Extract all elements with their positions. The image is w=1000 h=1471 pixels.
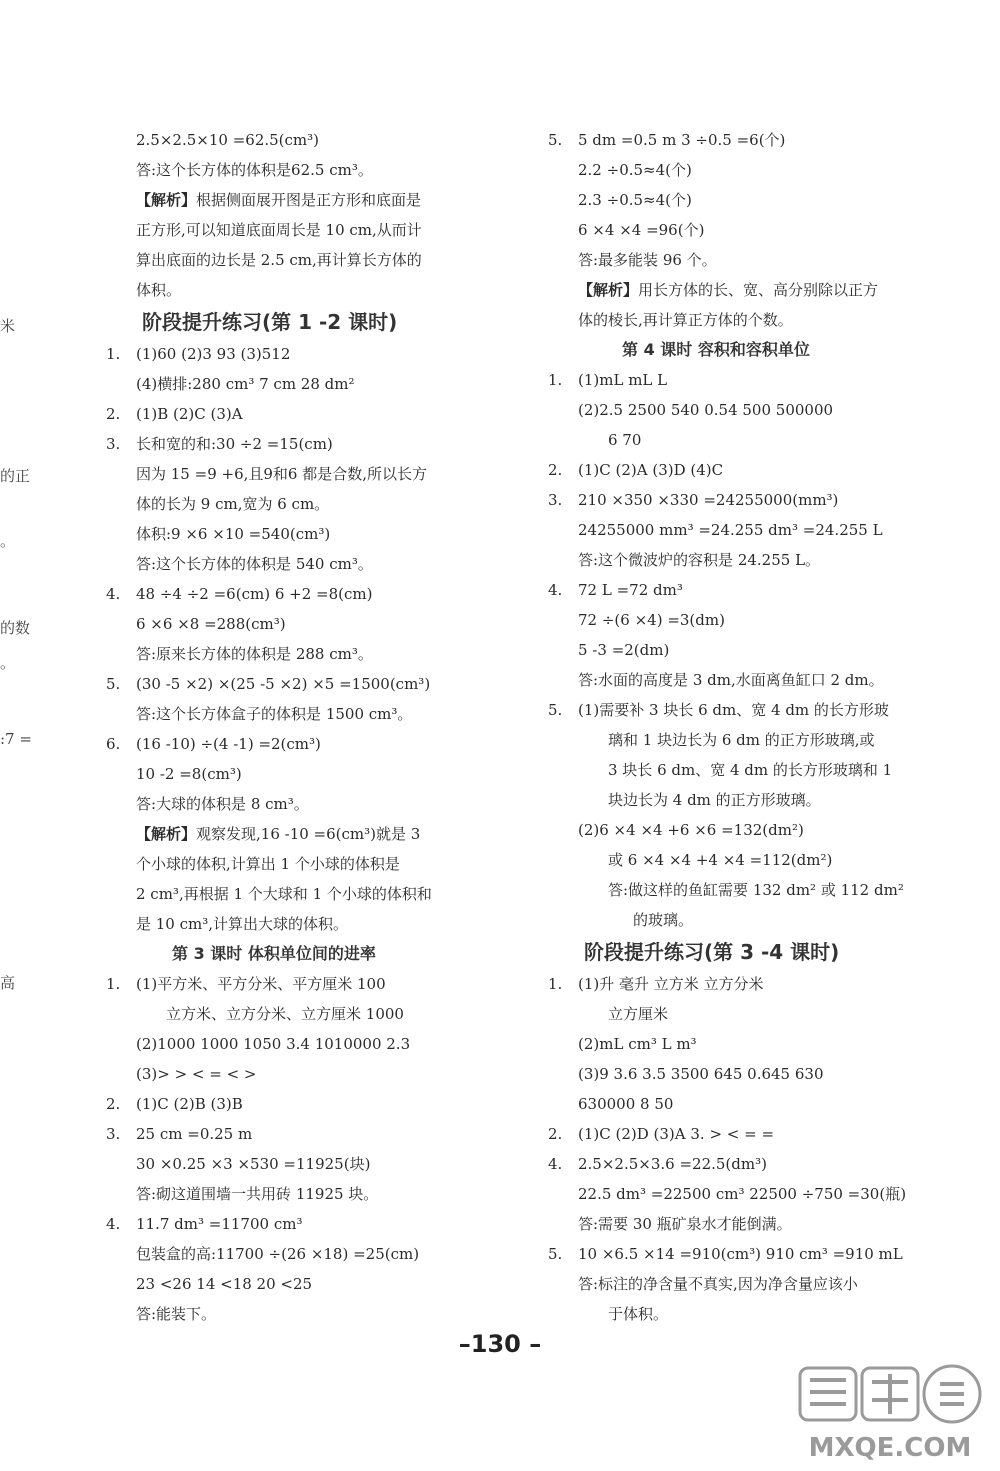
text-line: (2)6 ×4 ×4 +6 ×6 =132(dm²) <box>578 821 804 839</box>
text-line: 答:这个长方体盒子的体积是 1500 cm³。 <box>136 705 413 723</box>
text-line: 或 6 ×4 ×4 +4 ×4 =112(dm²) <box>608 851 833 869</box>
analysis-line: 【解析】用长方体的长、宽、高分别除以正方 <box>578 281 879 299</box>
analysis-line: 【解析】观察发现,16 -10 =6(cm³)就是 3 <box>136 825 421 843</box>
analysis-line: 【解析】根据侧面展开图是正方形和底面是 <box>136 191 422 209</box>
text-line: 2.3 ÷0.5≈4(个) <box>578 191 692 209</box>
edge-fragment: 的数 <box>0 619 31 637</box>
question-5: 5. 10 ×6.5 ×14 =910(cm³) 910 cm³ =910 mL <box>548 1245 903 1263</box>
question-4: 4. 72 L =72 dm³ <box>548 581 683 599</box>
text-line: 立方米、立方分米、立方厘米 1000 <box>166 1005 404 1023</box>
text-line: 立方厘米 <box>608 1005 669 1023</box>
text-line: (3)9 3.6 3.5 3500 645 0.645 630 <box>578 1065 824 1083</box>
left-column <box>106 125 491 1329</box>
text-line: 块边长为 4 dm 的正方形玻璃。 <box>608 791 821 809</box>
text-line: 答:标注的净含量不真实,因为净含量应该小 <box>578 1275 858 1293</box>
question-3: 3. 210 ×350 ×330 =24255000(mm³) <box>548 491 839 509</box>
text-line: 答:这个长方体的体积是 540 cm³。 <box>136 555 373 573</box>
edge-fragment: 。 <box>0 532 16 550</box>
text-line: 6 70 <box>608 431 642 449</box>
edge-fragment: 。 <box>0 654 16 672</box>
analysis-tag: 【解析】 <box>578 281 639 299</box>
text-line: 24255000 mm³ =24.255 dm³ =24.255 L <box>578 521 883 539</box>
question-1: 1. (1)升 毫升 立方米 立方分米 <box>548 975 764 993</box>
watermark-url: MXQE.COM <box>808 1433 972 1463</box>
text-line: 6 ×4 ×4 =96(个) <box>578 221 705 239</box>
text-line: 正方形,可以知道底面周长是 10 cm,从而计 <box>136 221 422 239</box>
text-line: 630000 8 50 <box>578 1095 674 1113</box>
question-3: 3. 25 cm =0.25 m <box>106 1125 253 1143</box>
text-line: 22.5 dm³ =22500 cm³ 22500 ÷750 =30(瓶) <box>578 1185 907 1203</box>
text-line: 2.5×2.5×10 =62.5(cm³) <box>136 131 320 149</box>
question-6: 6. (16 -10) ÷(4 -1) =2(cm³) <box>106 735 321 753</box>
text-line: (2)mL cm³ L m³ <box>578 1035 697 1053</box>
question-2: 2. (1)C (2)B (3)B <box>106 1095 243 1113</box>
page-number: –130 – <box>458 1330 542 1358</box>
question-5: 5. 5 dm =0.5 m 3 ÷0.5 =6(个) <box>548 131 786 149</box>
analysis-tag: 【解析】 <box>136 191 197 209</box>
section-heading: 第 3 课时 体积单位间的进率 <box>172 944 376 963</box>
edge-fragment: 的正 <box>0 467 31 485</box>
text-line: 答:需要 30 瓶矿泉水才能倒满。 <box>578 1215 792 1233</box>
text-line: 6 ×6 ×8 =288(cm³) <box>136 615 286 633</box>
text-line: (2)1000 1000 1050 3.4 1010000 2.3 <box>136 1035 411 1053</box>
text-line: 2 cm³,再根据 1 个大球和 1 个小球的体积和 <box>136 885 432 903</box>
text-line: 10 -2 =8(cm³) <box>136 765 242 783</box>
text-line: 2.2 ÷0.5≈4(个) <box>578 161 692 179</box>
question-5: 5. (1)需要补 3 块长 6 dm、宽 4 dm 的长方形玻 <box>548 701 889 719</box>
edge-fragment: :7 = <box>0 730 32 748</box>
text-line: (4)横排:280 cm³ 7 cm 28 dm² <box>136 375 355 393</box>
text-line: 璃和 1 块边长为 6 dm 的正方形玻璃,或 <box>608 731 875 749</box>
text-line: 答:能装下。 <box>136 1305 217 1323</box>
text-line: 体积:9 ×6 ×10 =540(cm³) <box>136 525 331 543</box>
text-line: 因为 15 =9 +6,且9和6 都是合数,所以长方 <box>136 465 428 483</box>
question-4: 4. 11.7 dm³ =11700 cm³ <box>106 1215 303 1233</box>
text-line: 算出底面的边长是 2.5 cm,再计算长方体的 <box>136 251 422 269</box>
question-1: 1. (1)60 (2)3 93 (3)512 <box>106 345 291 363</box>
text-line: 72 ÷(6 ×4) =3(dm) <box>578 611 725 629</box>
text-line: 30 ×0.25 ×3 ×530 =11925(块) <box>136 1155 371 1173</box>
question-3: 3. 长和宽的和:30 ÷2 =15(cm) <box>106 435 333 453</box>
right-column <box>548 125 933 1329</box>
text-line: 答:原来长方体的体积是 288 cm³。 <box>136 645 373 663</box>
text-line: 的玻璃。 <box>633 911 694 929</box>
text-line: 个小球的体积,计算出 1 个小球的体积是 <box>136 855 400 873</box>
text-line: 答:水面的高度是 3 dm,水面离鱼缸口 2 dm。 <box>578 671 884 689</box>
question-1: 1. (1)mL mL L <box>548 371 668 389</box>
section-heading: 阶段提升练习(第 3 -4 课时) <box>584 940 840 964</box>
text-line: 答:最多能装 96 个。 <box>578 251 717 269</box>
question-2: 2. (1)B (2)C (3)A <box>106 405 243 423</box>
question-4: 4. 2.5×2.5×3.6 =22.5(dm³) <box>548 1155 767 1173</box>
question-2: 2. (1)C (2)A (3)D (4)C <box>548 461 724 479</box>
text-line: 于体积。 <box>608 1305 669 1323</box>
text-line: 23 <26 14 <18 20 <25 <box>136 1275 313 1293</box>
analysis-tag: 【解析】 <box>136 825 197 843</box>
text-line: 体积。 <box>136 281 182 299</box>
text-line: (2)2.5 2500 540 0.54 500 500000 <box>578 401 834 419</box>
text-line: 3 块长 6 dm、宽 4 dm 的长方形玻璃和 1 <box>608 761 893 779</box>
question-1: 1. (1)平方米、平方分米、平方厘米 100 <box>106 975 386 993</box>
question-2: 2. (1)C (2)D (3)A 3. > < = = <box>548 1125 775 1143</box>
text-line: 答:做这样的鱼缸需要 132 dm² 或 112 dm² <box>608 881 904 899</box>
text-line: 包装盒的高:11700 ÷(26 ×18) =25(cm) <box>136 1245 420 1263</box>
text-line: 体的棱长,再计算正方体的个数。 <box>578 311 793 329</box>
text-line: 答:这个长方体的体积是62.5 cm³。 <box>136 161 373 179</box>
question-5: 5. (30 -5 ×2) ×(25 -5 ×2) ×5 =1500(cm³) <box>106 675 431 693</box>
text-line: 是 10 cm³,计算出大球的体积。 <box>136 915 349 933</box>
question-4: 4. 48 ÷4 ÷2 =6(cm) 6 +2 =8(cm) <box>106 585 373 603</box>
text-line: 5 -3 =2(dm) <box>578 641 670 659</box>
section-heading: 阶段提升练习(第 1 -2 课时) <box>142 310 398 334</box>
text-line: 体的长为 9 cm,宽为 6 cm。 <box>136 495 330 513</box>
section-heading: 第 4 课时 容积和容积单位 <box>622 340 810 359</box>
edge-fragment: 高 <box>0 974 16 992</box>
text-line: 答:砌这道围墙一共用砖 11925 块。 <box>136 1185 379 1203</box>
text-line: (3)> > < = < > <box>136 1065 257 1083</box>
text-line: 答:大球的体积是 8 cm³。 <box>136 795 309 813</box>
watermark-logo <box>790 1360 990 1466</box>
edge-fragment: 米 <box>0 317 16 335</box>
text-line: 答:这个微波炉的容积是 24.255 L。 <box>578 551 821 569</box>
